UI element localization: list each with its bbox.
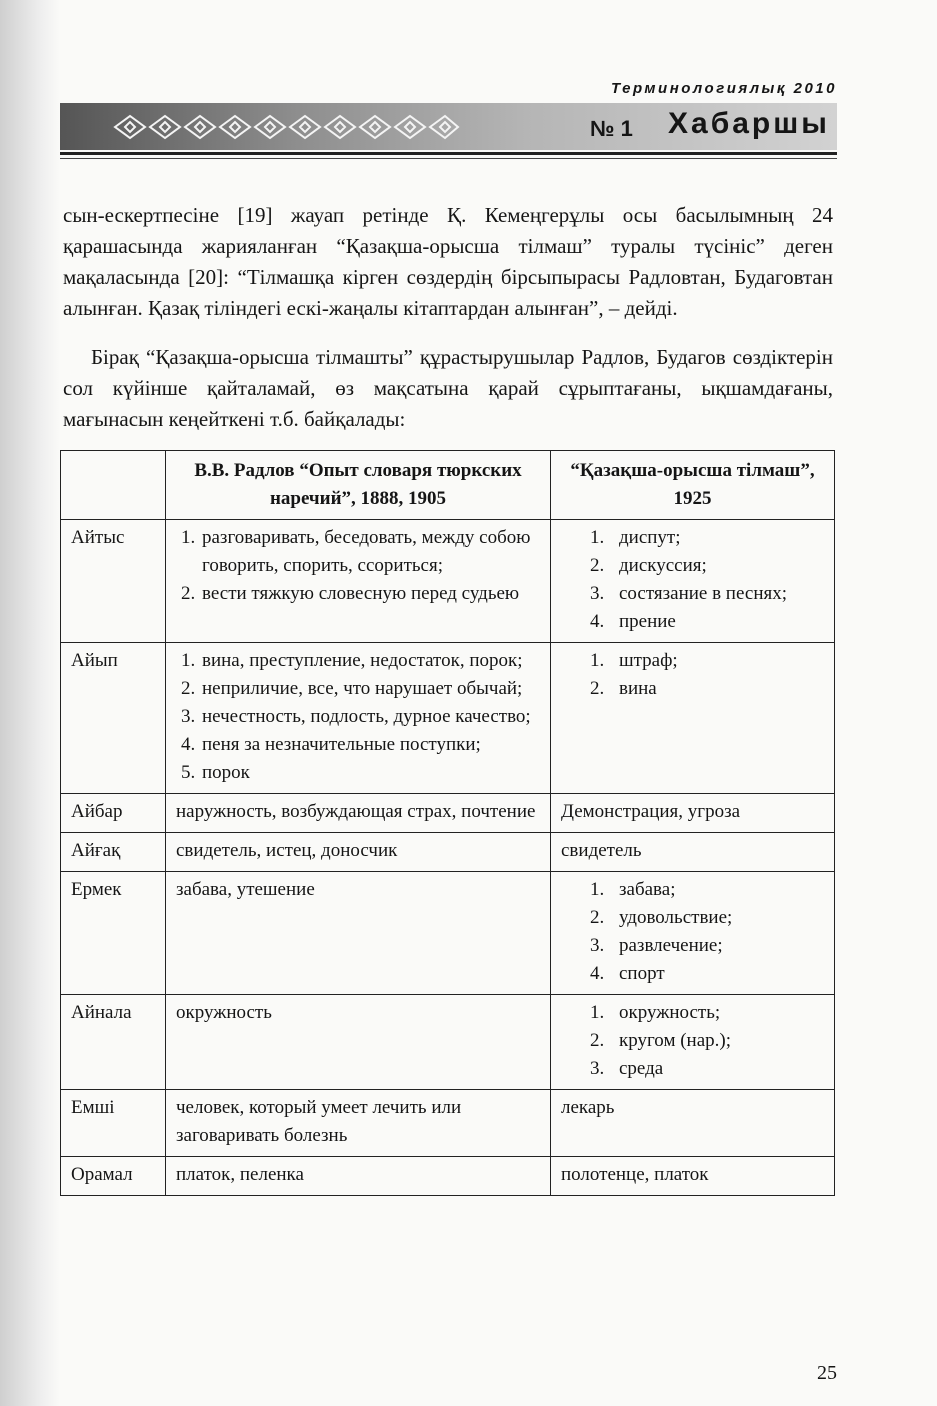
list-item: 2. вина [609, 675, 826, 703]
kazakh-cell: Демонстрация, угроза [551, 794, 835, 833]
list-item: 3. состязание в песнях; [609, 580, 826, 608]
table-row [61, 995, 835, 1090]
word-cell: Айбар [61, 794, 166, 833]
list-item: 2. кругом (нар.); [609, 1027, 826, 1055]
paragraph-text: Бірақ “Қазақша-орысша тілмашты” құрастырушылар Радлов, Будагов сөздіктерін сол күйінше қайталамай, өз мақсатына қарай сұрыптағаны, ықшамдағаны, мағынасын кеңейткені т.б. байқалады: [63, 345, 833, 431]
list-item: 3. нечестность, подлость, дурное качество; [200, 703, 542, 731]
list-item: 2. дискуссия; [609, 552, 826, 580]
header-cell-word [61, 451, 166, 520]
radlov-cell [166, 643, 551, 794]
list-item: 5. порок [200, 759, 542, 787]
header-cell-radlov: В.В. Радлов “Опыт словаря тюркских наречий”, 1888, 1905 [166, 451, 551, 520]
ornament-icon [110, 112, 460, 142]
list-item: 1. штраф; [609, 647, 826, 675]
issue-number: № 1 [590, 116, 633, 141]
table-row [61, 520, 835, 643]
kazakh-cell: лекарь [551, 1090, 835, 1157]
list-item: 1. разговаривать, беседовать, между собою говорить, спорить, ссориться; [200, 524, 542, 580]
radlov-cell [166, 520, 551, 643]
list-item: 2. удовольствие; [609, 904, 826, 932]
word-cell: Емші [61, 1090, 166, 1157]
table-row [61, 1090, 835, 1157]
table-row [61, 643, 835, 794]
table-header-row [61, 451, 835, 520]
radlov-cell: окружность [166, 995, 551, 1090]
radlov-cell: человек, который умеет лечить или заговаривать болезнь [166, 1090, 551, 1157]
kazakh-cell [551, 520, 835, 643]
page-number: 25 [817, 1362, 837, 1384]
table-row [61, 833, 835, 872]
header-cell-kazakh: “Қазақша-орысша тілмаш”, 1925 [551, 451, 835, 520]
list-item: 3. среда [609, 1055, 826, 1083]
radlov-cell: свидетель, истец, доносчик [166, 833, 551, 872]
paragraph-1 [63, 200, 833, 324]
word-cell: Айғақ [61, 833, 166, 872]
kazakh-cell [551, 643, 835, 794]
list-item: 2. неприличие, все, что нарушает обычай; [200, 675, 542, 703]
list-item: 2. вести тяжкую словесную перед судьею [200, 580, 542, 608]
list-item: 4. спорт [609, 960, 826, 988]
header-rule-thin [60, 158, 837, 159]
word-cell: Айтыс [61, 520, 166, 643]
paragraph-text: сын-ескертпесіне [19] жауап ретінде Қ. Кемеңгерұлы осы басылымның 24 қарашасында жарияланған “Қазақша-орысша тілмаш” туралы түсініс” деген мақаласында [20]: “Тілмашқа кірген сөздердің бірсыпырасы Радловтан, Будаговтан алынған. Қазақ тіліндегі ескі-жаңалы кітаптардан алынған”, – дейді. [63, 203, 833, 320]
paragraph-2 [63, 342, 833, 435]
dictionary-comparison-table [60, 450, 835, 1196]
kazakh-cell: полотенце, платок [551, 1157, 835, 1196]
page-edge-shadow [0, 0, 60, 1406]
kazakh-cell [551, 995, 835, 1090]
list-item: 1. окружность; [609, 999, 826, 1027]
radlov-cell: платок, пеленка [166, 1157, 551, 1196]
word-cell: Орамал [61, 1157, 166, 1196]
word-cell: Айнала [61, 995, 166, 1090]
journal-name: Терминологиялық 2010 [611, 80, 837, 97]
list-item: 4. пеня за незначительные поступки; [200, 731, 542, 759]
kazakh-cell: свидетель [551, 833, 835, 872]
header-rule [60, 152, 837, 155]
table-row [61, 794, 835, 833]
list-item: 1. вина, преступление, недостаток, порок; [200, 647, 542, 675]
word-cell: Ермек [61, 872, 166, 995]
list-item: 1. забава; [609, 876, 826, 904]
word-cell: Айып [61, 643, 166, 794]
table-row [61, 872, 835, 995]
radlov-cell: забава, утешение [166, 872, 551, 995]
list-item: 3. развлечение; [609, 932, 826, 960]
list-item: 1. диспут; [609, 524, 826, 552]
kazakh-cell [551, 872, 835, 995]
list-item: 4. прение [609, 608, 826, 636]
table-row [61, 1157, 835, 1196]
journal-title: Хабаршы [668, 107, 830, 140]
radlov-cell: наружность, возбуждающая страх, почтение [166, 794, 551, 833]
